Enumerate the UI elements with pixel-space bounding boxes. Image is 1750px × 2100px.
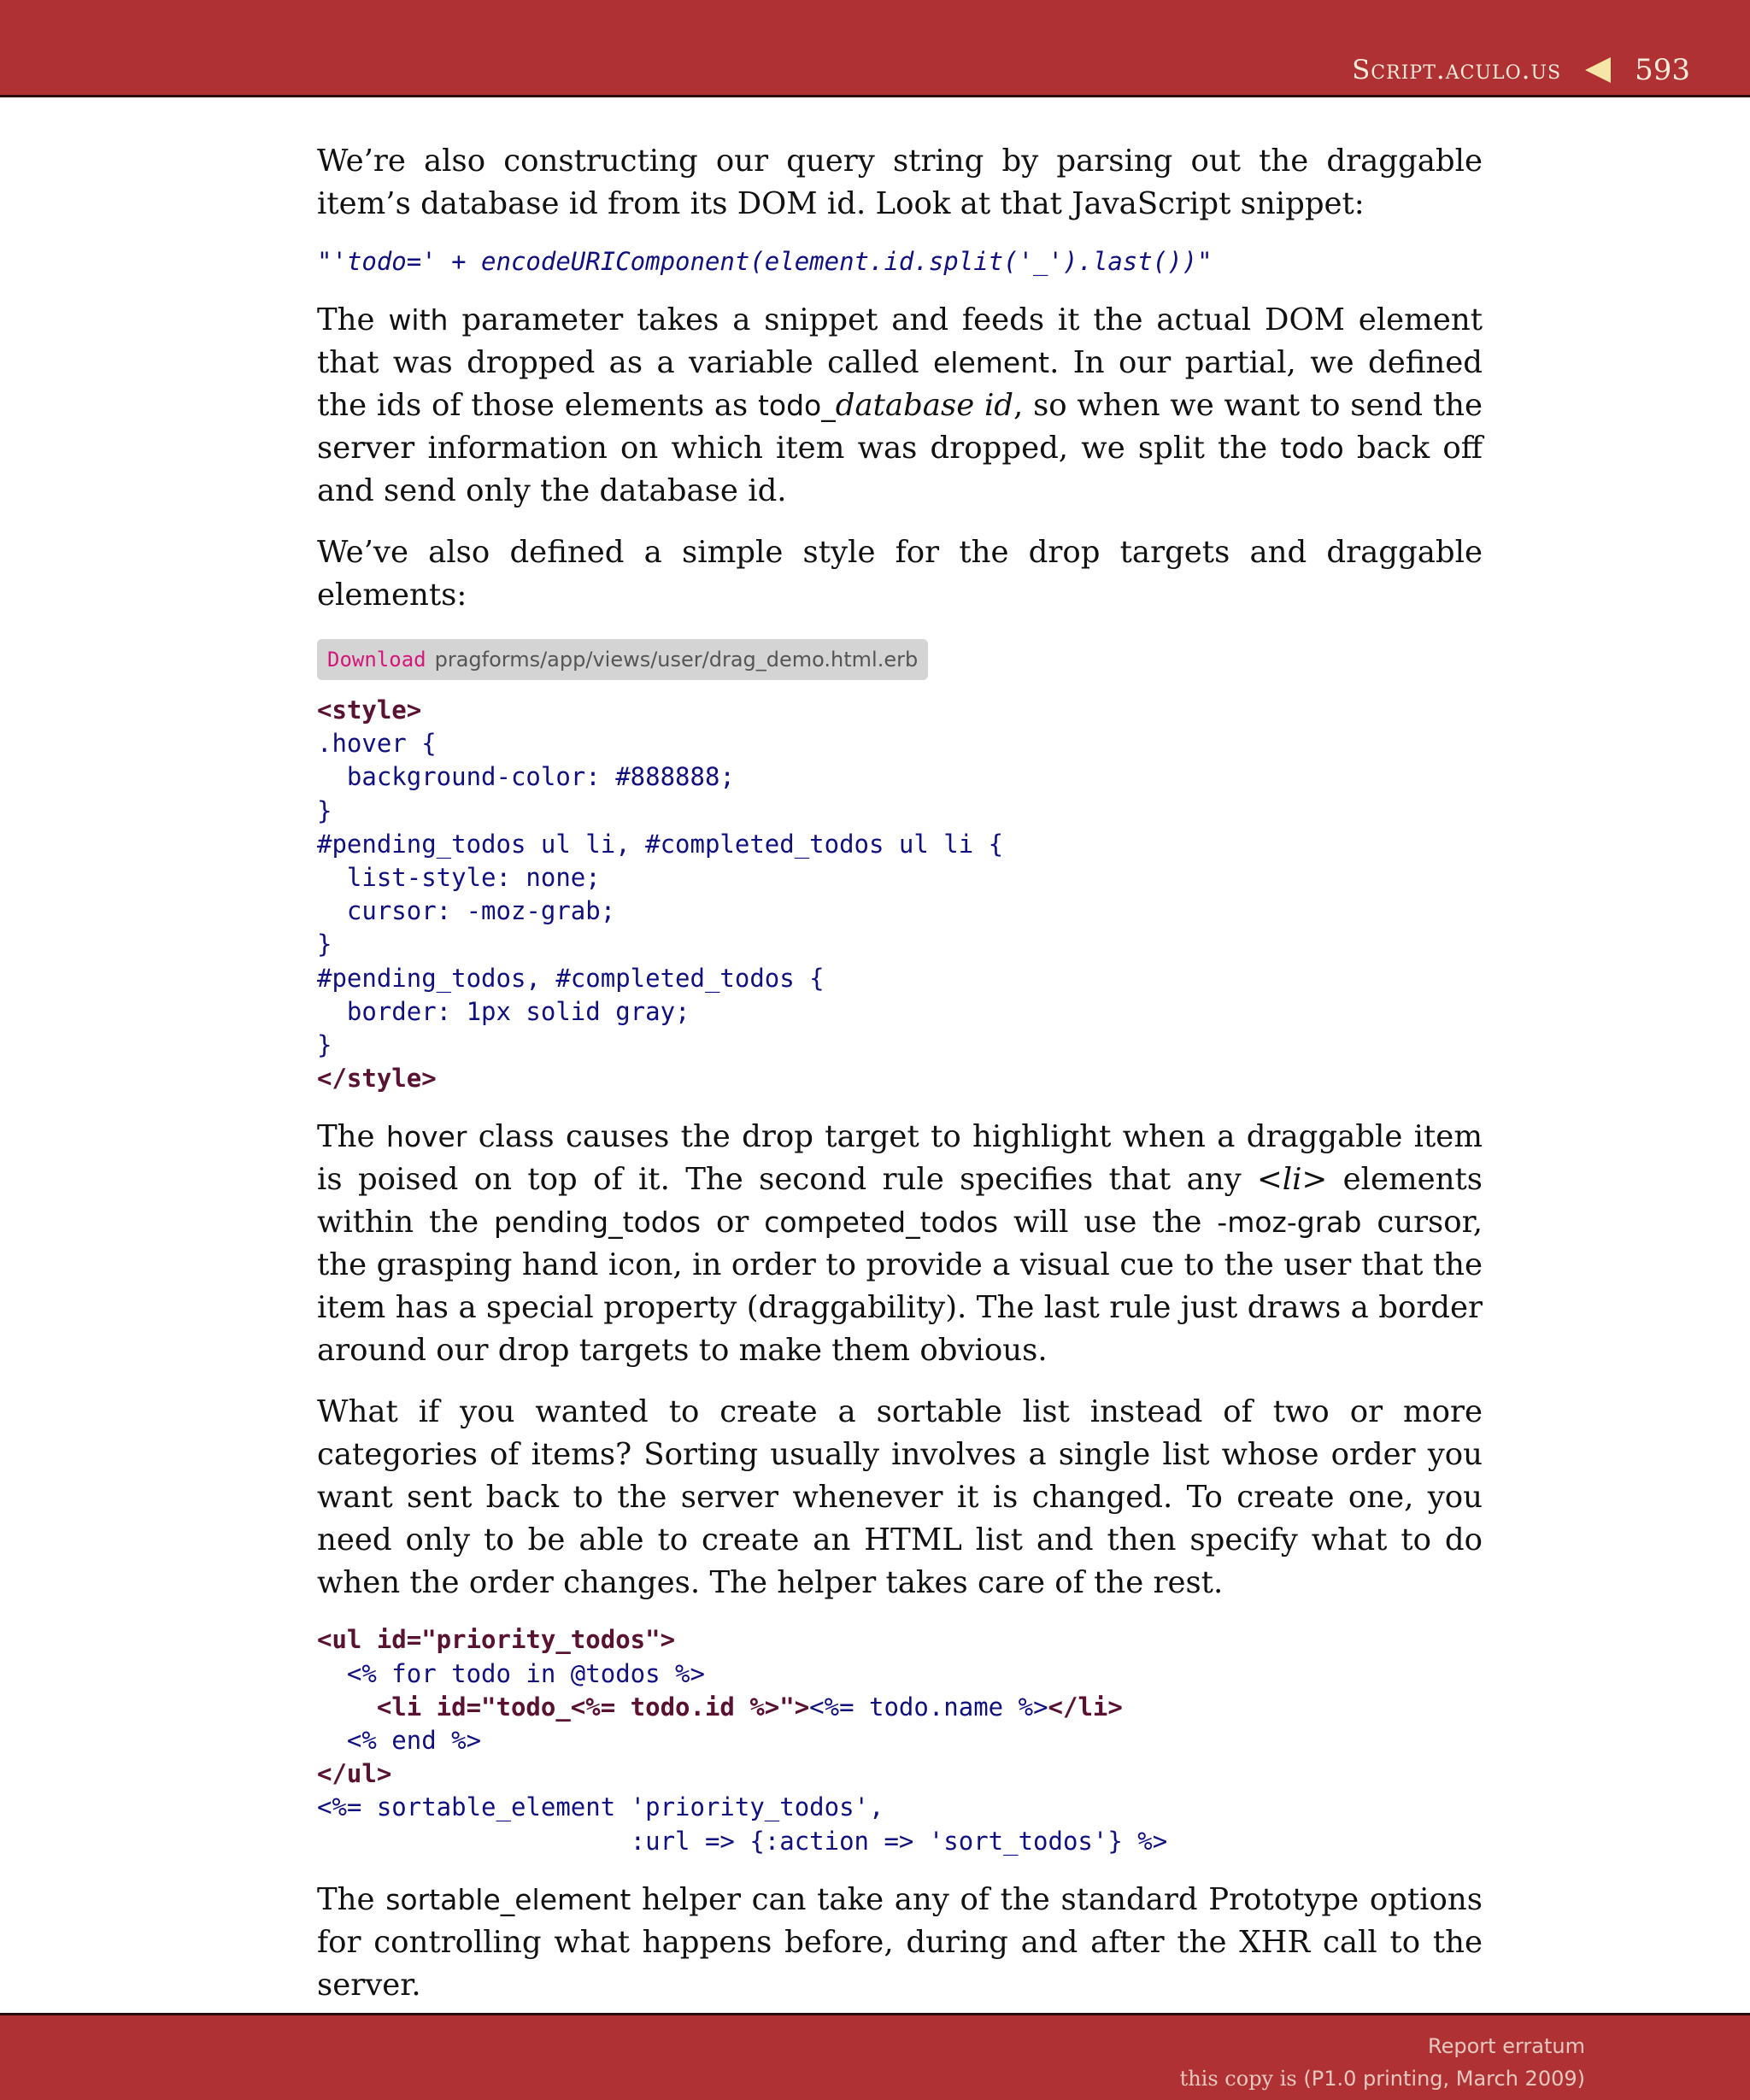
code-listing-sortable [317,1623,1483,1857]
code-term: competed_todos [764,1205,999,1240]
paragraph-4 [317,1116,1483,1372]
footer-bar [0,2013,1750,2100]
text: > elements within the [317,1162,1483,1241]
text: , so when we want to send the server information on which item was dropped, we split the [317,388,1483,466]
code-tag: <style> [317,695,422,724]
printing-info: (P1.0 printing, March 2009) [1303,2067,1585,2091]
text: parameter takes a snippet and feeds it the actual DOM element that was dropped as a variable called [317,302,1483,380]
download-link[interactable] [317,639,928,680]
text: will use the [998,1205,1218,1241]
report-erratum-link[interactable]: Report erratum [1428,2034,1585,2058]
text: The [317,1881,386,1917]
paragraph-5: What if you wanted to create a sortable list instead of two or more categories of items? Sorting usually involves a single list whose order you want sent back to the server whenever it is changed. To create one, you need only to be able to create an HTML list and then specify what to do when the order changes. The helper takes care of the rest. [317,1394,1483,1601]
code-line: <%= sortable_element 'priority_todos', :url => {:action => 'sort_todos'} %> [317,1792,1168,1856]
code-term: element [933,346,1050,379]
code-snippet-inline: "'todo=' + encodeURIComponent(element.id.split('_').last())" [317,247,1213,276]
page-content [317,140,1483,2026]
text: cursor, the grasping hand icon, in order to provide a visual cue to the user that the item has a special property (draggability). The last rule just draws a border around our drop targets to make them obvious. [317,1205,1483,1369]
italic-term: database id [835,388,1014,423]
code-tag: </li> [1048,1692,1123,1722]
text: . In our partial, we defined the ids of those elements as [317,345,1483,423]
code-term: hover [385,1120,467,1154]
running-head [1352,53,1690,87]
download-label[interactable]: Download [327,648,426,672]
code-tag: </style> [317,1064,437,1094]
italic-term: li [1282,1162,1302,1198]
copy-prefix: this copy is [1179,2067,1304,2091]
code-body: .hover { background-color: #888888; } #pending_todos ul li, #completed_todos ul li { list-style: none; cursor: -moz-grab; } #pending_todos, #completed_todos { border: 1px solid gray; } [317,729,1004,1060]
code-tag: <li id="todo_<%= todo.id %>"> [317,1692,810,1722]
download-path: pragforms/app/views/user/drag_demo.html.erb [434,648,919,672]
code-term: pending_todos [493,1205,702,1240]
code-line: <% end %> [317,1726,482,1756]
page-number: 593 [1635,53,1690,87]
code-term: -moz-grab [1217,1205,1362,1240]
header-bar [0,0,1750,97]
code-line: <%= todo.name %> [809,1692,1048,1722]
code-line: <% for todo in @todos %> [317,1658,705,1688]
paragraph-2 [317,299,1483,513]
text: back off and send only the database id. [317,431,1483,508]
copy-info [1180,2067,1585,2091]
code-term: todo_ [757,389,836,422]
code-term: with [388,303,449,337]
code-term: sortable_element [385,1882,631,1916]
code-tag: <ul id="priority_todos"> [317,1625,676,1655]
paragraph-1: We’re also constructing our query string by parsing out the draggable item’s database id from its DOM id. Look at that JavaScript snippet: [317,144,1483,221]
text: helper can take any of the standard Prototype options for controlling what happens before, during and after the XHR call to the server. [317,1881,1483,2003]
code-tag: </ul> [317,1759,392,1789]
running-title: Script.aculo.us [1352,55,1562,85]
text: The [317,302,389,337]
text: or [701,1205,765,1241]
text: The [317,1119,386,1155]
code-listing-style [317,694,1483,1095]
paragraph-6 [317,1879,1483,2007]
text: class causes the drop target to highlight when a draggable item is poised on top of it. The second rule specifies that any < [317,1119,1483,1198]
code-term: todo [1280,431,1344,465]
paragraph-3: We’ve also defined a simple style for the drop targets and draggable elements: [317,535,1483,613]
previous-page-icon[interactable] [1585,57,1611,83]
